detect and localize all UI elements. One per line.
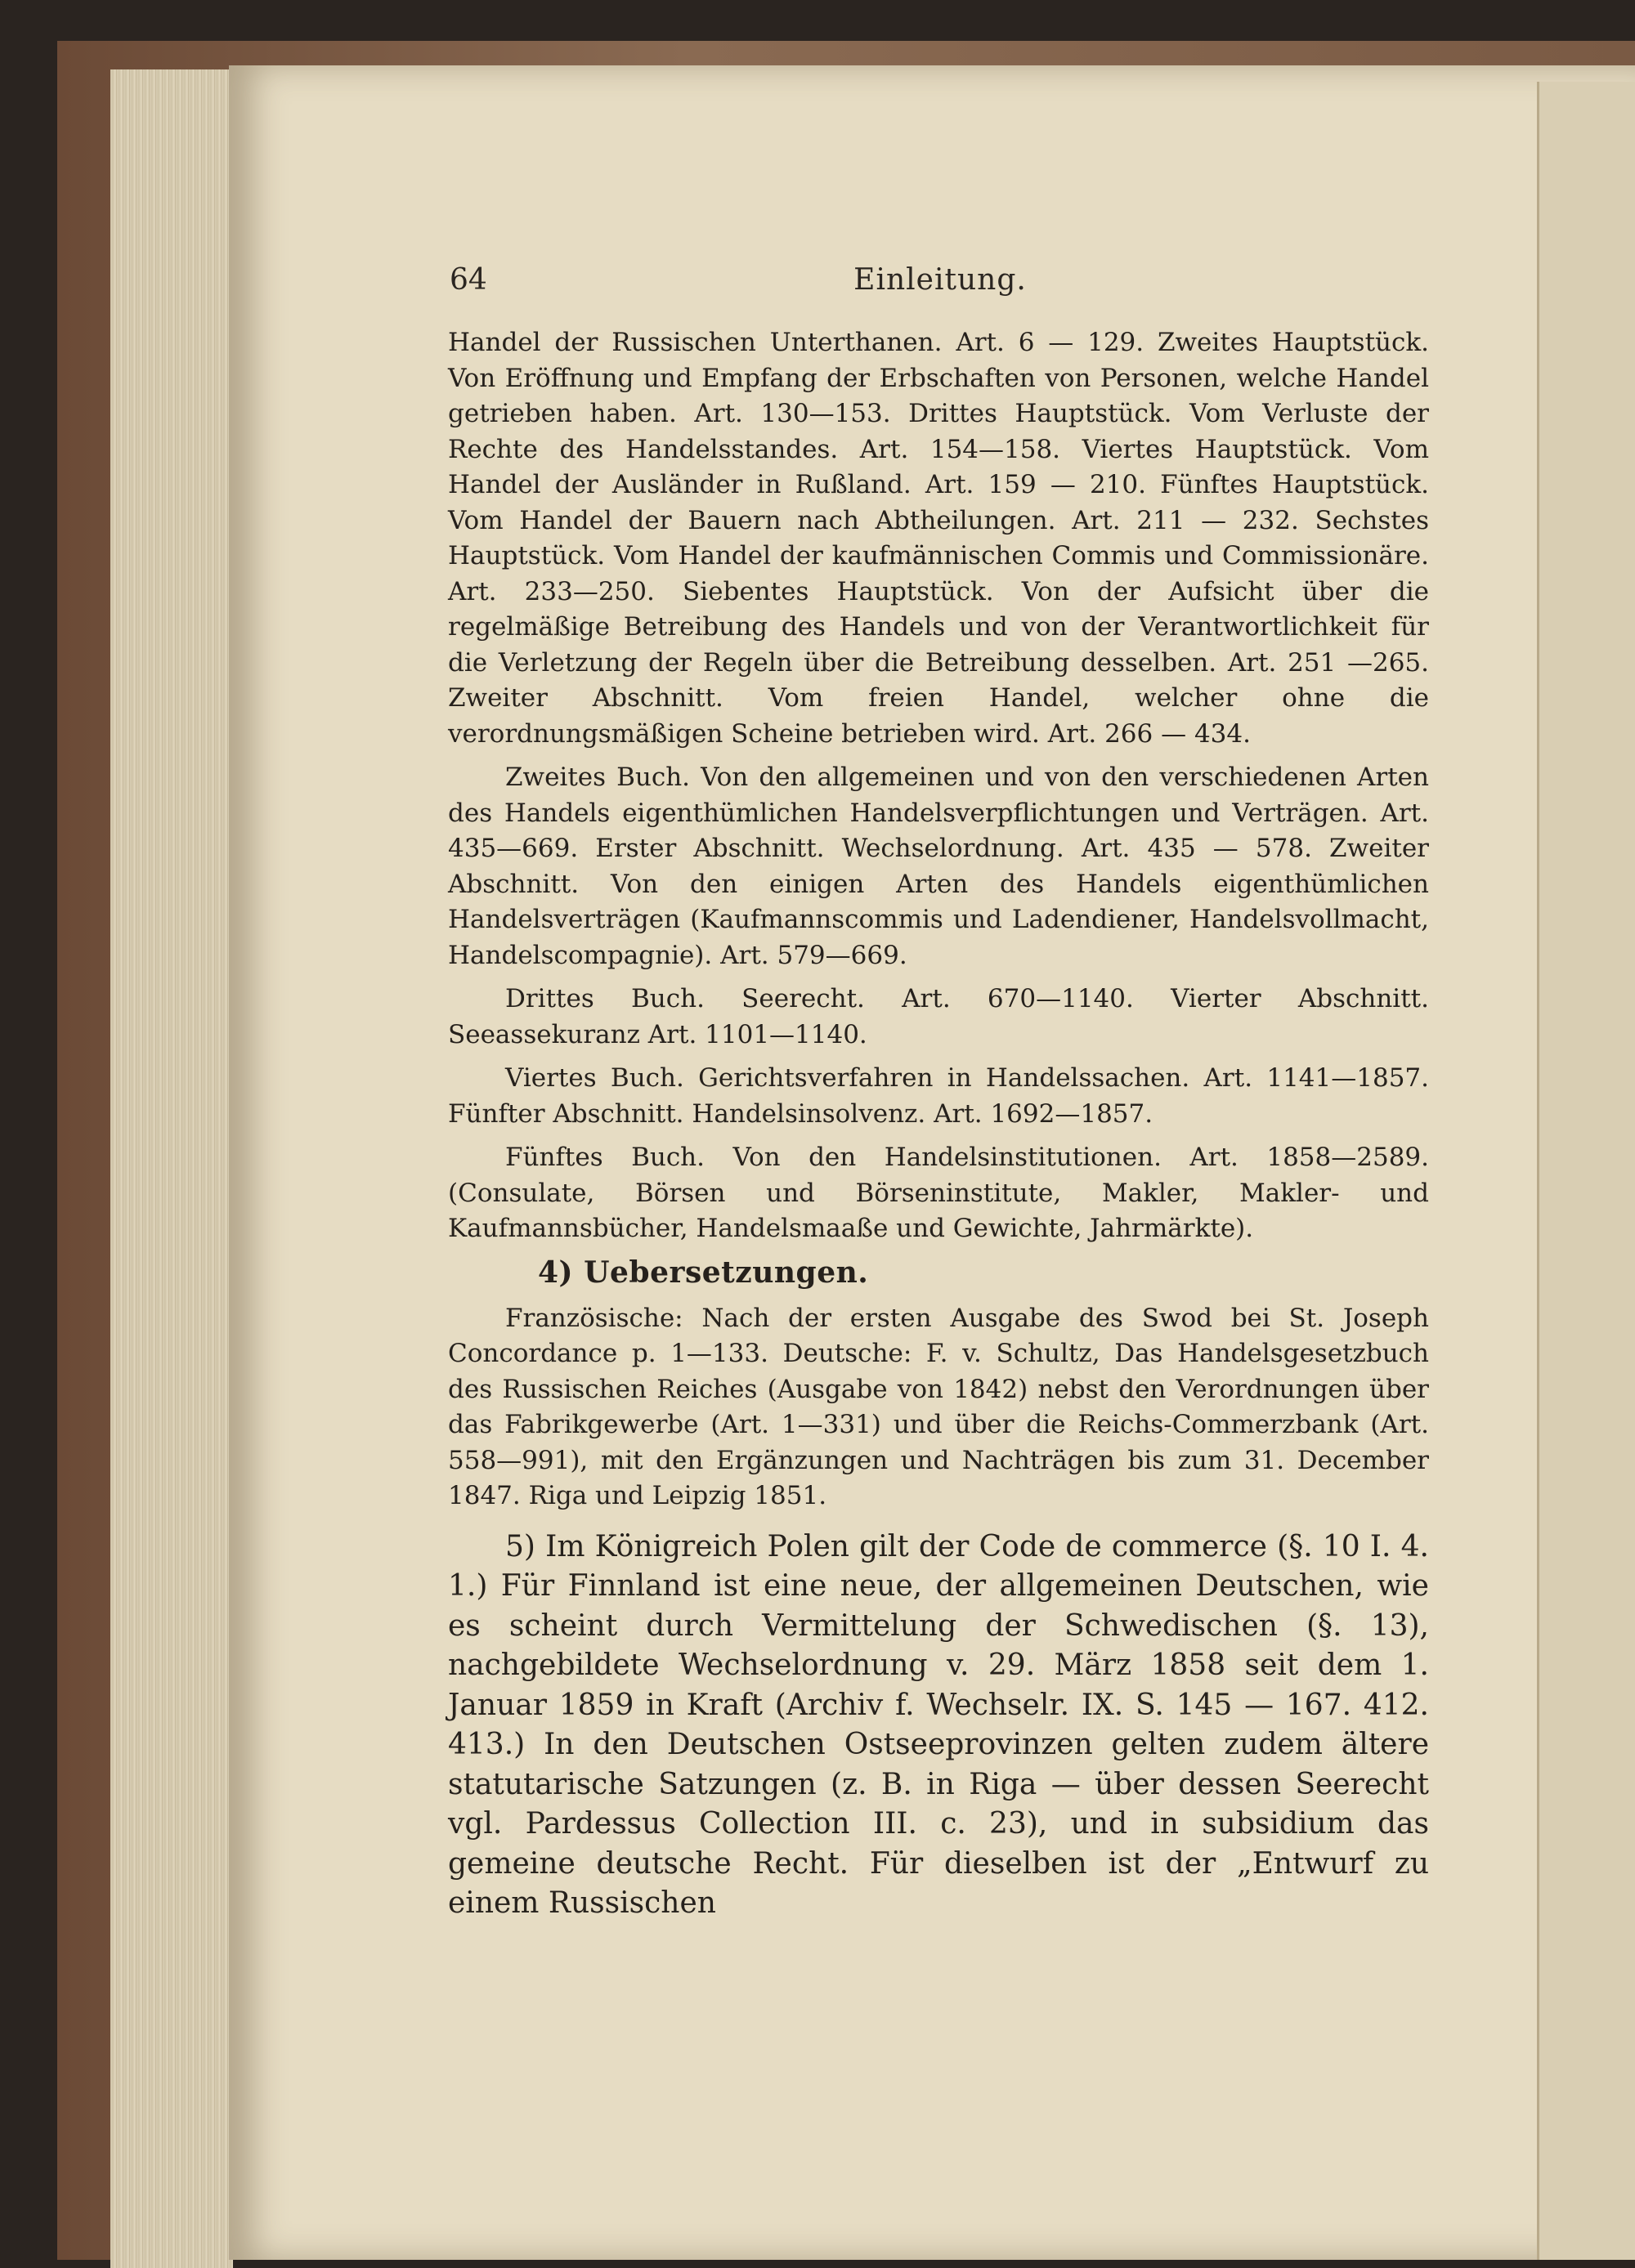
paragraph-translations [448, 1301, 1429, 1514]
paragraph-viertes-buch [448, 1061, 1429, 1132]
paragraph-text: Viertes Buch. Gerichtsverfahren in Handelssachen. Art. 1141—1857. Fünfter Abschnitt. Handelsinsolvenz. Art. 1692—1857. [448, 1063, 1429, 1129]
facing-page-edge [1537, 82, 1635, 2260]
paragraph-text: Drittes Buch. Seerecht. Art. 670—1140. Vierter Abschnitt. Seeassekuranz Art. 1101—1140. [448, 984, 1429, 1049]
page-number: 64 [450, 263, 487, 297]
paragraph-text: Zweites Buch. Von den allgemeinen und von den verschiedenen Arten des Handels eigenthümlichen Handelsverpflichtungen und Verträgen. Art. 435—669. Erster Abschnitt. Wechselordnung. Art. 435 — 578. Zweiter Abschnitt. Von den einigen Arten des Handels eigenthümlichen Handelsverträgen (Kaufmannscommis und Ladendiener, Handelsvollmacht, Handelscompagnie). Art. 579—669. [448, 763, 1429, 970]
paragraph-contents-part1: Handel der Russischen Unterthanen. Art. 6 — 129. Zweites Hauptstück. Von Eröffnung und Empfang der Erbschaften von Personen, welche Handel getrieben haben. Art. 130—153. Drittes Hauptstück. Vom Verluste der Rechte des Handelsstandes. Art. 154—158. Viertes Hauptstück. Vom Handel der Ausländer in Rußland. Art. 159 — 210. Fünftes Hauptstück. Vom Handel der Bauern nach Abtheilungen. Art. 211 — 232. Sechstes Hauptstück. Vom Handel der kaufmännischen Commis und Commissionäre. Art. 233—250. Siebentes Hauptstück. Von der Aufsicht über die regelmäßige Betreibung des Handels und von der Verantwortlichkeit für die Verletzung der Regeln über die Betreibung desselben. Art. 251 —265. Zweiter Abschnitt. Vom freien Handel, welcher ohne die verordnungsmäßigen Scheine betrieben wird. Art. 266 — 434. [448, 328, 1429, 749]
paragraph-zweites-buch [448, 760, 1429, 973]
paragraph-final [448, 1528, 1429, 1924]
paragraph-drittes-buch [448, 982, 1429, 1053]
running-head: Einleitung. [853, 263, 1027, 297]
body-text [448, 325, 1429, 1932]
paragraph-fuenftes-buch [448, 1140, 1429, 1247]
page-edges [110, 69, 233, 2268]
section-heading: 4) Uebersetzungen. [538, 1255, 869, 1290]
paragraph-text: 5) Im Königreich Polen gilt der Code de commerce (§. 10 I. 4. 1.) Für Finnland ist eine neue, der allgemeinen Deutschen, wie es scheint durch Vermittelung der Schwedischen (§. 13), nachgebildete Wechselordnung v. 29. März 1858 seit dem 1. Januar 1859 in Kraft (Archiv f. Wechselr. IX. S. 145 — 167. 412. 413.) In den Deutschen Ostseeprovinzen gelten zudem ältere statutarische Satzungen (z. B. in Riga — über dessen Seerecht vgl. Pardessus Collection III. c. 23), und in subsidium das gemeine deutsche Recht. Für dieselben ist der „Entwurf zu einem Russischen [448, 1529, 1429, 1920]
page-header [450, 263, 1431, 304]
paragraph-text: Französische: Nach der ersten Ausgabe des Swod bei St. Joseph Concordance p. 1—133. Deutsche: F. v. Schultz, Das Handelsgesetzbuch des Russischen Reiches (Ausgabe von 1842) nebst den Verordnungen über das Fabrikgewerbe (Art. 1—331) und über die Reichs-Commerzbank (Art. 558—991), mit den Ergänzungen und Nachträgen bis zum 31. December 1847. Riga und Leipzig 1851. [448, 1303, 1429, 1510]
paragraph-text: Fünftes Buch. Von den Handelsinstitutionen. Art. 1858—2589. (Consulate, Börsen und Börseninstitute, Makler, Makler- und Kaufmannsbücher, Handelsmaaße und Gewichte, Jahrmärkte). [448, 1143, 1429, 1243]
